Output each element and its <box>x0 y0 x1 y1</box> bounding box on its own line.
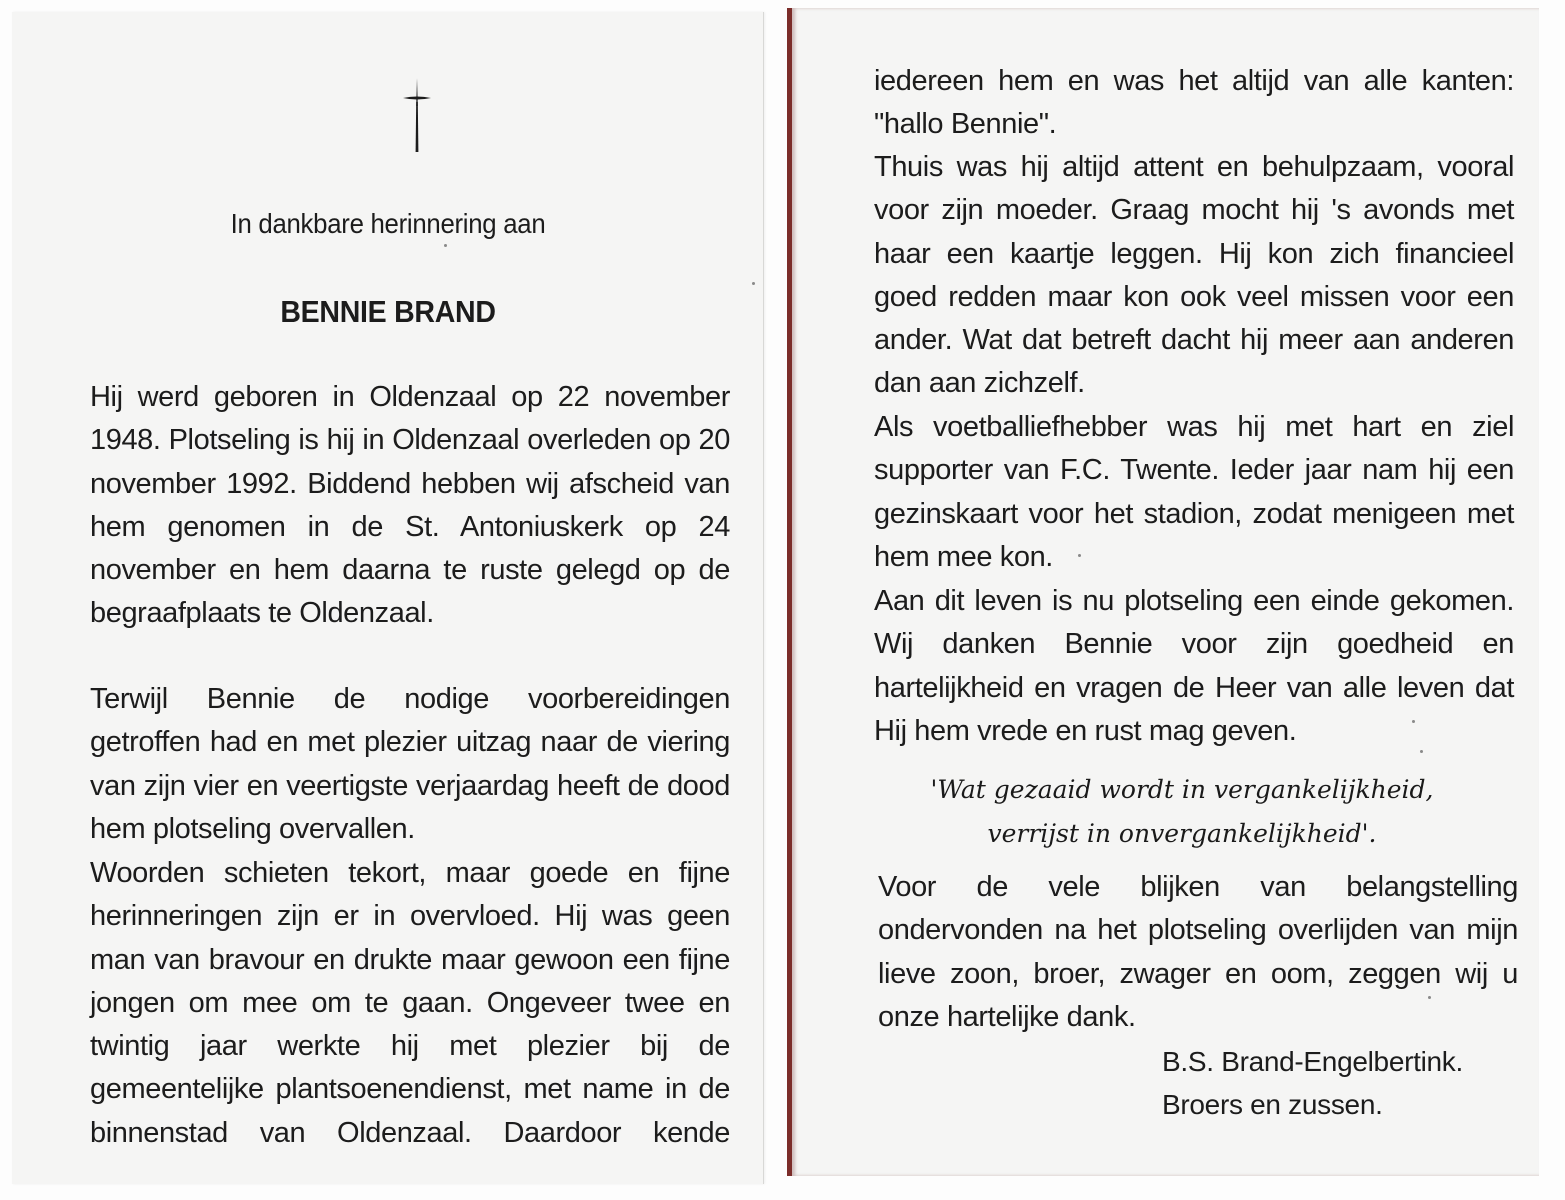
text-line: iedereen hem en was het altijd van alle kanten: <box>874 65 1514 97</box>
text-line: Woorden schieten tekort, maar goede en fijne <box>90 857 730 889</box>
text-line: hartelijkheid en vragen de Heer van alle leven dat <box>874 671 1514 704</box>
text-line: Aan dit leven is nu plotseling een einde gekomen. <box>874 585 1514 617</box>
text-line: Terwijl Bennie de nodige voorbereidingen <box>90 683 730 715</box>
text-line: dan aan zichzelf. <box>874 367 1085 400</box>
text-line: voor zijn moeder. Graag mocht hij 's avonds met <box>874 194 1514 227</box>
paper-speck <box>1420 750 1423 753</box>
text-line: getroffen had en met plezier uitzag naar de viering <box>90 726 730 759</box>
signature-line: Broers en zussen. <box>1162 1089 1383 1120</box>
memories-paragraph <box>90 852 730 1155</box>
home-paragraph <box>874 146 1514 406</box>
birth-death-paragraph <box>90 376 730 636</box>
text-line: Wij danken Bennie voor zijn goedheid en <box>874 628 1514 661</box>
football-paragraph <box>874 406 1514 579</box>
right-card <box>787 8 1539 1176</box>
text-line: lieve zoon, broer, zwager en oom, zeggen wij u <box>878 957 1518 990</box>
quote-line: 'Wat gezaaid wordt in vergankelijkheid, <box>930 775 1434 804</box>
farewell-paragraph <box>874 580 1514 753</box>
text-line: hem mee kon. <box>874 540 1053 573</box>
text-line: supporter van F.C. Twente. Ieder jaar nam hij een <box>874 454 1514 487</box>
text-line: november 1992. Biddend hebben wij afscheid van <box>90 467 730 500</box>
text-line: haar een kaartje leggen. Hij kon zich financieel <box>874 237 1514 270</box>
cross-icon <box>402 76 432 156</box>
paper-speck <box>1428 996 1431 999</box>
text-line: Thuis was hij altijd attent en behulpzaam, vooral <box>874 151 1514 183</box>
text-line: 1948. Plotseling is hij in Oldenzaal overleden op 20 <box>90 424 730 457</box>
text-line: hem plotseling overvallen. <box>90 812 415 845</box>
paper-speck <box>1078 554 1081 557</box>
text-line: man van bravour en drukte maar gewoon een fijne <box>90 943 730 976</box>
greeting-paragraph <box>874 60 1514 147</box>
text-line: Hij hem vrede en rust mag geven. <box>874 714 1297 747</box>
text-line: "hallo Bennie". <box>874 108 1057 141</box>
text-line: hem genomen in de St. Antoniuskerk op 24 <box>90 510 730 543</box>
preparations-paragraph <box>90 678 730 851</box>
text-line: ander. Wat dat betreft dacht hij meer aan anderen <box>874 324 1514 357</box>
text-line: begraafplaats te Oldenzaal. <box>90 597 434 630</box>
text-line: gezinskaart voor het stadion, zodat menigeen met <box>874 497 1514 530</box>
text-line: van zijn vier en veertigste verjaardag heeft de dood <box>90 769 730 802</box>
text-line: gemeentelijke plantsoenendienst, met name in de <box>90 1073 730 1106</box>
intro-heading: In dankbare herinnering aan <box>230 208 546 239</box>
signature-line: B.S. Brand-Engelbertink. <box>1162 1046 1463 1077</box>
text-line: november en hem daarna te ruste gelegd op de <box>90 554 730 587</box>
left-card <box>12 12 764 1184</box>
text-line: jongen om mee om te gaan. Ongeveer twee en <box>90 986 730 1019</box>
quote-line: verrijst in onvergankelijkheid'. <box>987 819 1377 848</box>
paper-speck <box>752 282 755 285</box>
text-line: binnenstad van Oldenzaal. Daardoor kende <box>90 1116 730 1149</box>
text-line: twintig jaar werkte hij met plezier bij de <box>90 1030 730 1063</box>
text-line: ondervonden na het plotseling overlijden van mijn <box>878 914 1518 947</box>
text-line: Hij werd geboren in Oldenzaal op 22 november <box>90 381 730 413</box>
text-line: onze hartelijke dank. <box>878 1000 1136 1033</box>
deceased-name: BENNIE BRAND <box>280 294 496 329</box>
text-line: herinneringen zijn er in overvloed. Hij was geen <box>90 900 730 933</box>
text-line: goed redden maar kon ook veel missen voor een <box>874 280 1514 313</box>
signature-block <box>1162 1040 1463 1126</box>
paper-speck <box>1412 720 1415 723</box>
thanks-paragraph <box>878 866 1518 1039</box>
scripture-quote <box>832 768 1532 856</box>
text-line: Als voetballiefhebber was hij met hart en ziel <box>874 411 1514 443</box>
text-line: Voor de vele blijken van belangstelling <box>878 871 1518 903</box>
paper-speck <box>444 244 447 247</box>
